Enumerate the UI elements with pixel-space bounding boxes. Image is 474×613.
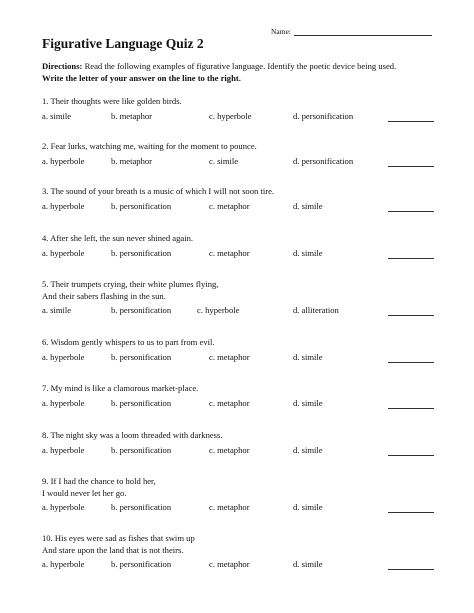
answer-options [42, 248, 434, 260]
answer-option: c. metaphor [209, 502, 250, 512]
answer-blank-line[interactable] [388, 166, 434, 167]
answer-option: b. metaphor [111, 110, 153, 121]
question-text [42, 279, 434, 302]
question-6 [42, 337, 434, 364]
answer-options [42, 156, 434, 168]
question-text [42, 233, 434, 245]
name-input-line[interactable] [294, 27, 432, 36]
answer-options [42, 352, 434, 364]
answer-option: a. hyperbole [42, 200, 85, 211]
answer-option: a. hyperbole [42, 559, 85, 569]
answer-option: b. personification [111, 502, 172, 512]
question-5 [42, 279, 434, 317]
directions-text: Read the following examples of figurative language. Identify the poetic device being used. [82, 61, 397, 71]
question-4 [42, 233, 434, 260]
question-line: 5. Their trumpets crying, their white plumes flying, [42, 279, 219, 289]
question-text [42, 430, 434, 442]
answer-blank-line[interactable] [388, 315, 434, 316]
question-line: And stare upon the land that is not theirs. [42, 544, 184, 555]
answer-blank-line[interactable] [388, 362, 434, 363]
question-text [42, 96, 434, 108]
question-line: 10. His eyes were sad as fishes that swim up [42, 533, 195, 543]
answer-options [42, 305, 434, 317]
question-text [42, 337, 434, 349]
answer-blank-line[interactable] [388, 211, 434, 212]
name-label: Name: [271, 27, 291, 36]
answer-option: c. hyperbole [209, 110, 252, 121]
question-line: 1. Their thoughts were like golden birds. [42, 96, 182, 106]
answer-blank-line[interactable] [388, 455, 434, 456]
answer-option: d. alliteration [293, 305, 339, 315]
answer-option: b. metaphor [111, 155, 153, 166]
answer-option: a. simile [42, 110, 72, 121]
answer-option: c. hyperbole [197, 305, 240, 315]
answer-option: b. personification [111, 351, 172, 362]
question-3 [42, 186, 434, 213]
question-text [42, 383, 434, 395]
answer-options [42, 445, 434, 457]
answer-options [42, 559, 434, 571]
answer-options [42, 201, 434, 213]
answer-option: d. simile [293, 351, 323, 362]
question-line: 2. Fear lurks, watching me, waiting for the moment to pounce. [42, 141, 257, 151]
answer-option: d. simile [293, 200, 323, 211]
answer-option: b. personification [111, 444, 172, 455]
answer-option: a. hyperbole [42, 502, 85, 512]
answer-option: b. personification [111, 247, 172, 258]
answer-option: c. simile [209, 155, 239, 166]
question-line: 8. The night sky was a loom threaded with darkness. [42, 430, 223, 440]
answer-option: c. metaphor [209, 397, 250, 408]
directions-instruction: Write the letter of your answer on the line to the right. [42, 72, 241, 83]
question-text [42, 186, 434, 198]
question-line: 7. My mind is like a clamorous market-place. [42, 383, 199, 393]
question-line: I would never let her go. [42, 487, 127, 498]
answer-option: c. metaphor [209, 559, 250, 569]
answer-option: d. simile [293, 444, 323, 455]
answer-option: c. metaphor [209, 200, 250, 211]
answer-blank-line[interactable] [388, 258, 434, 259]
page-title: Figurative Language Quiz 2 [42, 36, 204, 51]
answer-option: a. hyperbole [42, 155, 85, 166]
answer-option: b. personification [111, 200, 172, 211]
directions [42, 61, 442, 84]
answer-option: c. metaphor [209, 444, 250, 455]
answer-option: d. personification [293, 155, 354, 166]
question-line: 4. After she left, the sun never shined again. [42, 233, 194, 243]
question-text [42, 141, 434, 153]
question-7 [42, 383, 434, 410]
question-1 [42, 96, 434, 123]
answer-blank-line[interactable] [388, 512, 434, 513]
answer-blank-line[interactable] [388, 569, 434, 570]
answer-option: d. simile [293, 247, 323, 258]
answer-option: b. personification [111, 559, 172, 569]
answer-blank-line[interactable] [388, 408, 434, 409]
answer-option: c. metaphor [209, 247, 250, 258]
answer-blank-line[interactable] [388, 121, 434, 122]
question-line: 9. If I had the chance to hold her, [42, 476, 156, 486]
answer-options [42, 502, 434, 514]
question-10 [42, 533, 434, 571]
answer-option: a. simile [42, 305, 72, 315]
question-line: And their sabers flashing in the sun. [42, 290, 166, 301]
answer-option: d. simile [293, 559, 323, 569]
answer-option: d. simile [293, 502, 323, 512]
directions-label: Directions: [42, 61, 83, 71]
question-text [42, 476, 434, 499]
answer-option: d. simile [293, 397, 323, 408]
answer-option: a. hyperbole [42, 351, 85, 362]
question-8 [42, 430, 434, 457]
question-text [42, 533, 434, 556]
question-line: 3. The sound of your breath is a music of which I will not soon tire. [42, 186, 275, 196]
answer-option: b. personification [111, 397, 172, 408]
question-line: 6. Wisdom gently whispers to us to part from evil. [42, 337, 215, 347]
answer-option: c. metaphor [209, 351, 250, 362]
name-field-row [271, 27, 432, 36]
answer-option: a. hyperbole [42, 397, 85, 408]
question-2 [42, 141, 434, 168]
answer-options [42, 398, 434, 410]
answer-option: a. hyperbole [42, 247, 85, 258]
answer-option: b. personification [111, 305, 172, 315]
answer-option: a. hyperbole [42, 444, 85, 455]
question-9 [42, 476, 434, 514]
answer-option: d. personification [293, 110, 354, 121]
answer-options [42, 111, 434, 123]
